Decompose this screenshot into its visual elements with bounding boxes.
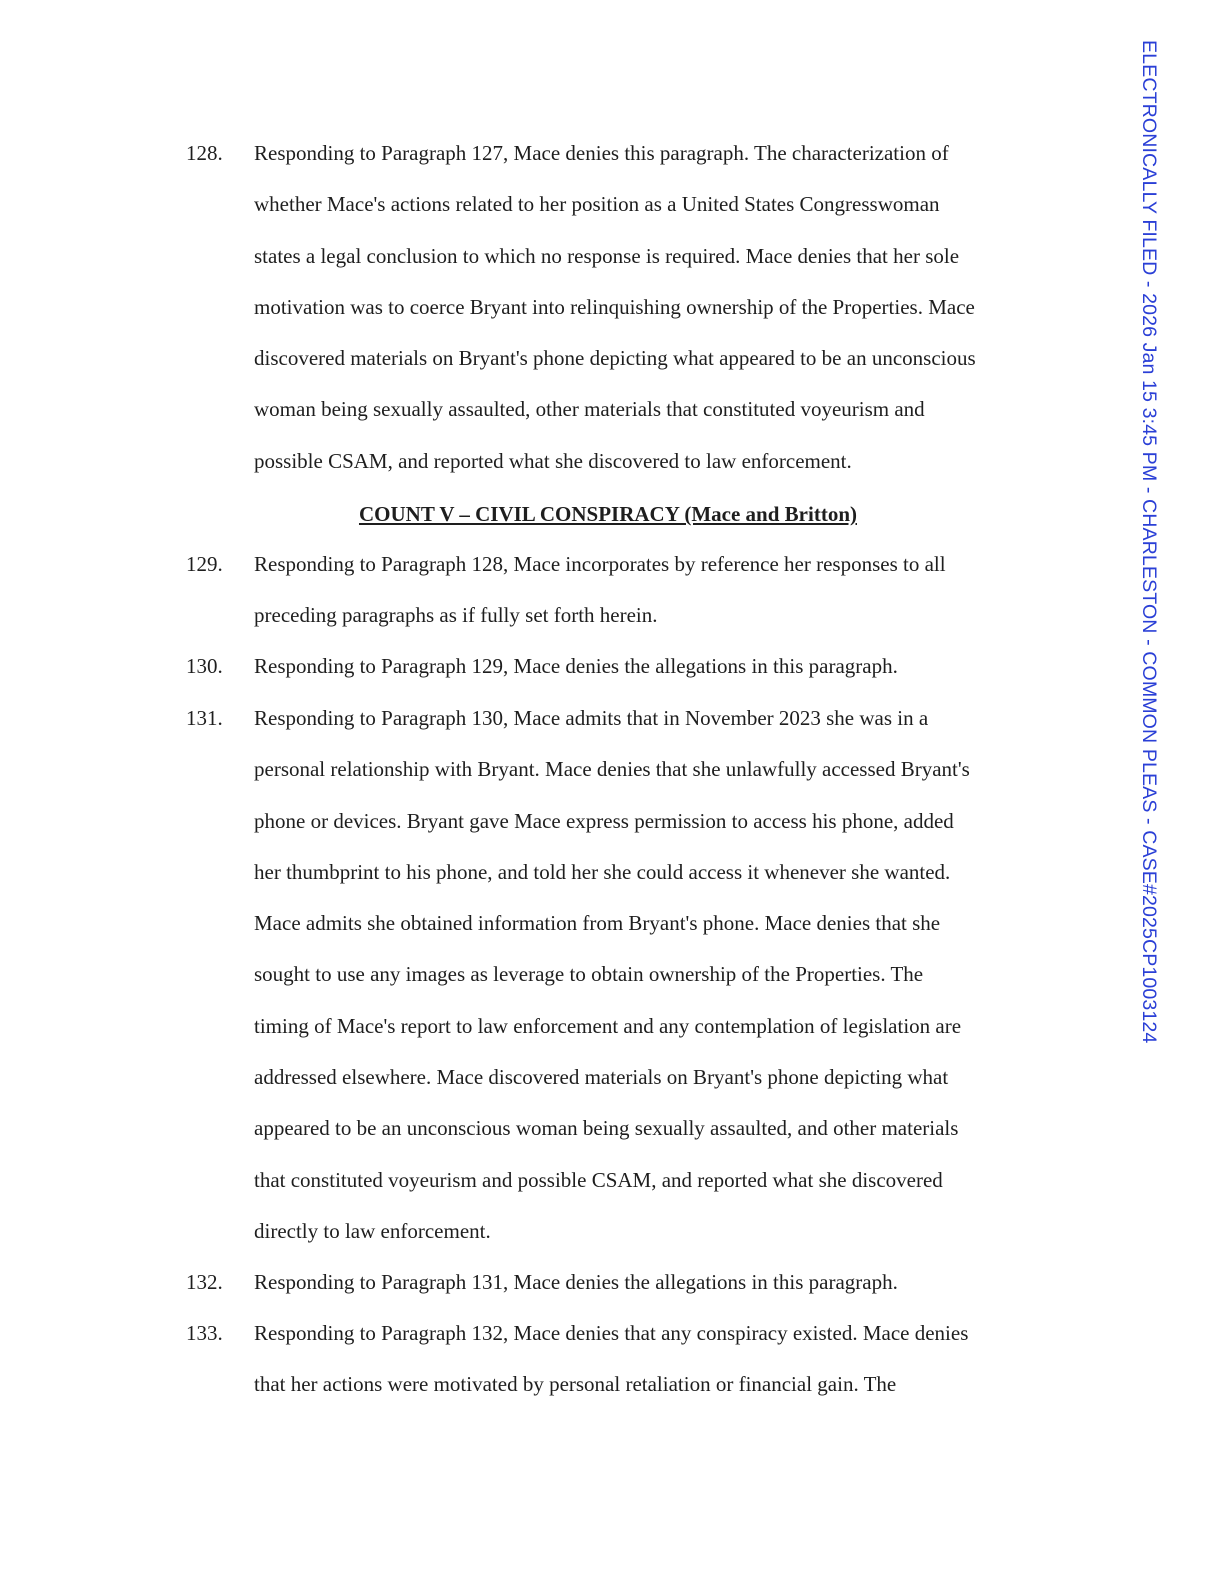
- paragraph-number: 133.: [186, 1321, 223, 1345]
- text-line: discovered materials on Bryant's phone depicting what appeared to be an unconscious: [254, 346, 976, 371]
- text-line: motivation was to coerce Bryant into relinquishing ownership of the Properties. Mace: [254, 294, 975, 319]
- paragraph-body: [254, 539, 1026, 642]
- electronic-filing-stamp: ELECTRONICALLY FILED - 2026 Jan 15 3:45 PM - CHARLESTON - COMMON PLEAS - CASE#2025CP1003124: [1138, 40, 1160, 1044]
- text-line: woman being sexually assaulted, other materials that constituted voyeurism and: [254, 397, 925, 422]
- text-line: Responding to Paragraph 129, Mace denies the allegations in this paragraph.: [254, 654, 898, 678]
- text-line: timing of Mace's report to law enforcement and any contemplation of legislation are: [254, 1013, 962, 1038]
- text-line: Responding to Paragraph 127, Mace denies this paragraph. The characterization of: [254, 141, 949, 165]
- text-line: directly to law enforcement.: [254, 1218, 491, 1243]
- paragraph-number: 129.: [186, 552, 223, 576]
- text-line: Responding to Paragraph 132, Mace denies that any conspiracy existed. Mace denies: [254, 1321, 969, 1345]
- text-line: her thumbprint to his phone, and told her she could access it whenever she wanted.: [254, 859, 951, 884]
- text-line: possible CSAM, and reported what she discovered to law enforcement.: [254, 448, 852, 473]
- paragraph-number: 132.: [186, 1270, 223, 1294]
- paragraph-body: [254, 1257, 1026, 1308]
- text-line: Responding to Paragraph 130, Mace admits that in November 2023 she was in a: [254, 706, 929, 730]
- text-line: Mace admits she obtained information from Bryant's phone. Mace denies that she: [254, 911, 941, 936]
- paragraph-number: 130.: [186, 654, 223, 678]
- text-line: whether Mace's actions related to her position as a United States Congresswoman: [254, 192, 940, 217]
- text-line: personal relationship with Bryant. Mace denies that she unlawfully accessed Bryant's: [254, 757, 970, 782]
- text-line: preceding paragraphs as if fully set forth herein.: [254, 603, 658, 628]
- paragraph-number: 131.: [186, 706, 223, 730]
- paragraph-body: [254, 641, 1026, 692]
- section-heading: COUNT V – CIVIL CONSPIRACY (Mace and Britton): [358, 502, 857, 526]
- paragraph-body: [254, 693, 1026, 1257]
- text-line: appeared to be an unconscious woman being sexually assaulted, and other materials: [254, 1116, 959, 1141]
- text-line: that her actions were motivated by personal retaliation or financial gain. The: [254, 1372, 897, 1397]
- text-line: addressed elsewhere. Mace discovered materials on Bryant's phone depicting what: [254, 1065, 949, 1090]
- paragraph-body: [254, 1308, 1026, 1411]
- text-line: states a legal conclusion to which no response is required. Mace denies that her sole: [254, 243, 960, 268]
- text-line: phone or devices. Bryant gave Mace express permission to access his phone, added: [254, 808, 954, 833]
- paragraph-body: [254, 128, 1026, 487]
- text-line: Responding to Paragraph 131, Mace denies the allegations in this paragraph.: [254, 1270, 898, 1294]
- text-line: sought to use any images as leverage to obtain ownership of the Properties. The: [254, 962, 924, 987]
- paragraph-number: 128.: [186, 141, 223, 165]
- text-line: that constituted voyeurism and possible CSAM, and reported what she discovered: [254, 1167, 943, 1192]
- text-line: Responding to Paragraph 128, Mace incorporates by reference her responses to all: [254, 552, 946, 576]
